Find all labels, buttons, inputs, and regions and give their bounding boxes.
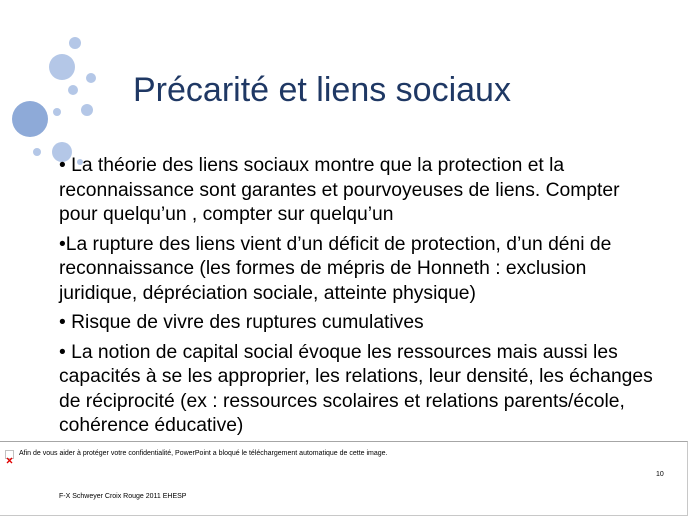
- bubble: [68, 85, 78, 95]
- bubble: [12, 101, 48, 137]
- blocked-image-placeholder[interactable]: [0, 441, 688, 516]
- footer-text: F-X Schweyer Croix Rouge 2011 EHESP: [59, 493, 187, 500]
- bullet-item: • La théorie des liens sociaux montre que la protection et la reconnaissance sont garantes et pourvoyeuses de liens. Compter pour quelqu’un , compter sur quelqu’un: [59, 155, 620, 225]
- bubble: [49, 54, 75, 80]
- bubble: [81, 104, 93, 116]
- bubble: [53, 108, 61, 116]
- bubble-decoration: [0, 0, 110, 170]
- broken-image-icon: [5, 450, 14, 459]
- bullet-item: • Risque de vivre des ruptures cumulatives: [59, 312, 424, 333]
- bubble: [86, 73, 96, 83]
- bubble: [69, 37, 81, 49]
- blocked-image-notice: Afin de vous aider à protéger votre confidentialité, PowerPoint a bloqué le téléchargement automatique de cette image.: [19, 450, 388, 457]
- slide-body: [59, 154, 659, 444]
- bullet-item: • La notion de capital social évoque les ressources mais aussi les capacités à se les approprier, les relations, leur densité, les échanges de réciprocité (ex : ressources scolaires et relations parents/école, cohérence éducative): [59, 341, 653, 436]
- bubble: [33, 148, 41, 156]
- bullet-item: •La rupture des liens vient d’un déficit de protection, d’un déni de reconnaissance (les formes de mépris de Honneth : exclusion juridique, dépréciation sociale, atteinte physique): [59, 233, 612, 304]
- slide-title: Précarité et liens sociaux: [133, 71, 511, 109]
- page-number: 10: [656, 471, 664, 478]
